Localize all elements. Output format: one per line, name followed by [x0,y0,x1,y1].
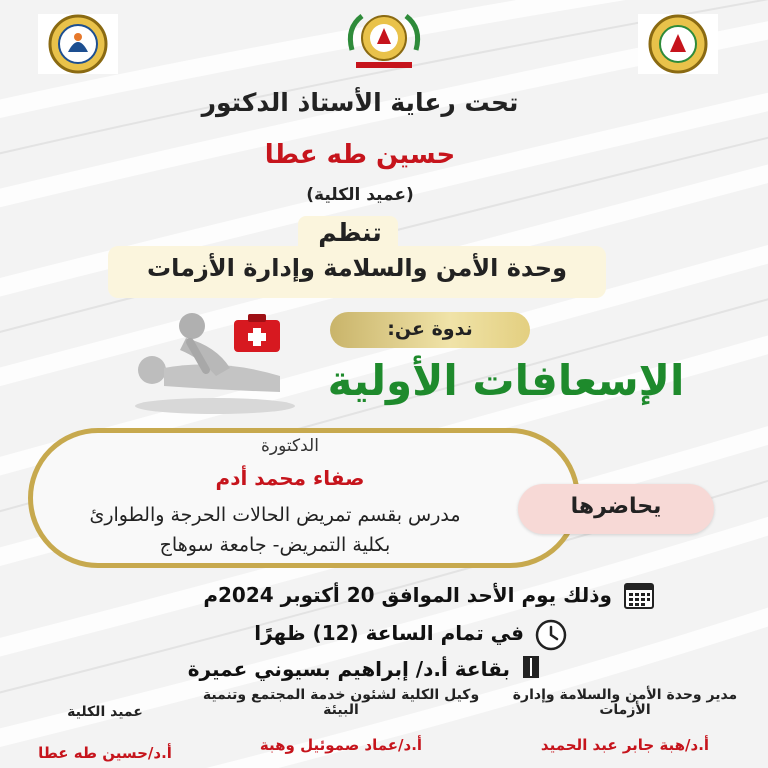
lecturer-job-line2: بكلية التمريض- جامعة سوهاج [159,534,391,556]
lecturer-tag-text: يحاضرها [570,494,662,519]
organizes-label: تنظم [318,218,382,247]
signatory-3-name: أ.د/حسين طه عطا [38,744,172,762]
seminar-topic: الإسعافات الأولية [327,356,685,405]
date-row [203,580,656,610]
seminar-label: ندوة عن: [387,318,473,340]
organizer-name: وحدة الأمن والسلامة وإدارة الأزمات [146,254,567,282]
lecturer-job-line1: مدرس بقسم تمريض الحالات الحرجة والطوارئ [89,504,461,526]
calendar-icon [622,580,656,610]
signatory-1-title: مدير وحدة الأمن والسلامة وإدارة الأزمات [512,687,738,718]
lecturer-name: صفاء محمد أدم [215,466,365,490]
signatory-2-title: وكيل الكلية لشئون خدمة المجتمع وتنمية البيئة [202,687,480,718]
cpr-illustration [130,306,300,416]
time-text: في تمام الساعة (12) ظهرًا [254,621,524,645]
patron-line: تحت رعاية الأستاذ الدكتور [201,88,519,117]
venue-text: بقاعة أ.د/ إبراهيم بسيوني عميرة [187,657,510,681]
door-icon [520,654,542,684]
lecturer-title: الدكتورة [261,436,319,456]
time-row [254,618,568,648]
dean-name: حسين طه عطا [264,140,456,170]
date-text: وذلك يوم الأحد الموافق 20 أكتوبر 2024م [203,583,612,607]
signatory-2 [196,688,486,754]
dean-role: (عميد الكلية) [306,185,414,205]
signatory-1-name: أ.د/هبة جابر عبد الحميد [540,736,710,754]
clock-icon [534,618,568,648]
signatory-1 [500,688,750,754]
faculty-of-nursing-logo [36,12,120,76]
venue-row [188,654,542,684]
signatory-3-title: عميد الكلية [67,704,143,720]
signatory-3 [20,704,190,762]
signatory-2-name: أ.د/عماد صموئيل وهبة [259,736,423,754]
safety-unit-logo [342,10,426,74]
sohag-university-logo [636,12,720,76]
